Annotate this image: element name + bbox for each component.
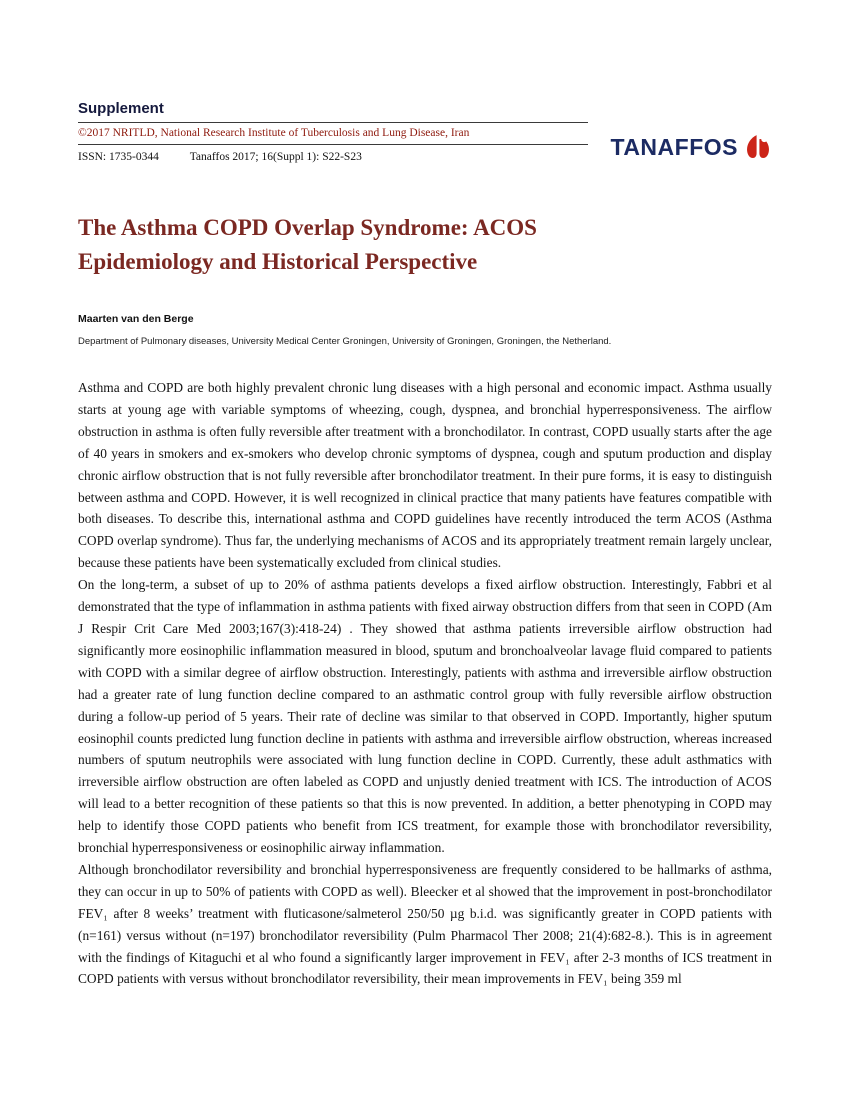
copyright-line: ©2017 NRITLD, National Research Institute of Tuberculosis and Lung Disease, Iran [78, 127, 470, 139]
article-title-line-1: The Asthma COPD Overlap Syndrome: ACOS [78, 215, 537, 240]
issn-citation-line [78, 145, 588, 163]
body-paragraph-1: Asthma and COPD are both highly prevalent chronic lung diseases with a high personal and economic impact. Asthma usually starts at young age with variable symptoms of wheezing, cough, dyspnea, and bronchial hyperresponsiveness. The airflow obstruction in asthma is often fully reversible after treatment with a bronchodilator. In contrast, COPD usually starts after the age of 40 years in smokers and ex-smokers who develop chronic symptoms of dyspnea, cough and sputum production and display chronic airflow obstruction that is not fully reversible after bronchodilator treatment. In their pure forms, it is easy to distinguish between asthma and COPD. However, it is well recognized in clinical practice that many patients have features compatible with both diseases. To describe this, international asthma and COPD guidelines have recently introduced the term ACOS (Asthma COPD overlap syndrome). Thus far, the underlying mechanisms of ACOS and its appropriately treatment remain largely unclear, because these patients have been systematically excluded from clinical studies. [78, 380, 772, 571]
tanaffos-logo-text: TANAFFOS [610, 133, 738, 160]
supplement-label: Supplement [78, 100, 164, 117]
tanaffos-logo [610, 133, 772, 163]
tanaffos-lungs-icon [744, 133, 772, 161]
body-paragraph-3: Although bronchodilator reversibility and bronchial hyperresponsiveness are frequently considered to be hallmarks of asthma, they can occur in up to 50% of patients with COPD as well). Bleecker et al showed that the improvement in post-bronchodilator FEV₁ after 8 weeks’ treatment with fluticasone/salmeterol 250/50 µg b.i.d. was significantly greater in COPD patients with (n=161) versus without (n=197) bronchodilator reversibility (Pulm Pharmacol Ther 2008; 21(4):682-8.). This is in agreement with the findings of Kitaguchi et al who found a significantly larger improvement in FEV₁ after 2-3 months of ICS treatment in COPD patients with versus without bronchodilator reversibility, their mean improvements in FEV₁ being 359 ml [78, 861, 772, 987]
journal-citation: Tanaffos 2017; 16(Suppl 1): S22-S23 [189, 151, 362, 163]
article-title-line-2: Epidemiology and Historical Perspective [78, 249, 478, 274]
article-body [78, 377, 772, 990]
article-title [78, 211, 772, 279]
journal-header [78, 100, 772, 163]
author-affiliation: Department of Pulmonary diseases, University Medical Center Groningen, University of Groningen, Groningen, the Netherland. [78, 336, 612, 347]
issn-number: ISSN: 1735-0344 [78, 151, 159, 163]
body-paragraph-2: On the long-term, a subset of up to 20% of asthma patients develops a fixed airflow obstruction. Interestingly, Fabbri et al demonstrated that the type of inflammation in asthma patients with fixed airway obstruction differs from that seen in COPD (Am J Respir Crit Care Med 2003;167(3):418-24) . They showed that asthma patients irreversible airflow obstruction had significantly more eosinophilic inflammation measured in blood, sputum and bronchoalveolar lavage fluid compared to patients with COPD with a similar degree of airflow obstruction. Interestingly, patients with asthma and irreversible airflow obstruction had a greater rate of lung function decline compared to an asthmatic control group with fully reversible airflow obstruction during a follow-up period of 5 years. Their rate of decline was similar to that observed in COPD. Importantly, higher sputum eosinophil counts predicted lung function decline in patients with asthma and irreversible airflow obstruction, whereas increased numbers of sputum neutrophils were associated with lung function decline in COPD. Currently, these adult asthmatics with irreversible airflow obstruction are often labeled as COPD and unjustly denied treatment with ICS. The introduction of ACOS will lead to a better recognition of these patients so that this is now prevented. In addition, a better phenotyping in COPD may help to identify those COPD patients who benefit from ICS treatment, for example those with bronchodilator reversibility, bronchial hyperresponsiveness or eosinophilic airway inflammation. [78, 577, 772, 856]
journal-header-left [78, 100, 588, 163]
author-name: Maarten van den Berge [78, 313, 194, 325]
